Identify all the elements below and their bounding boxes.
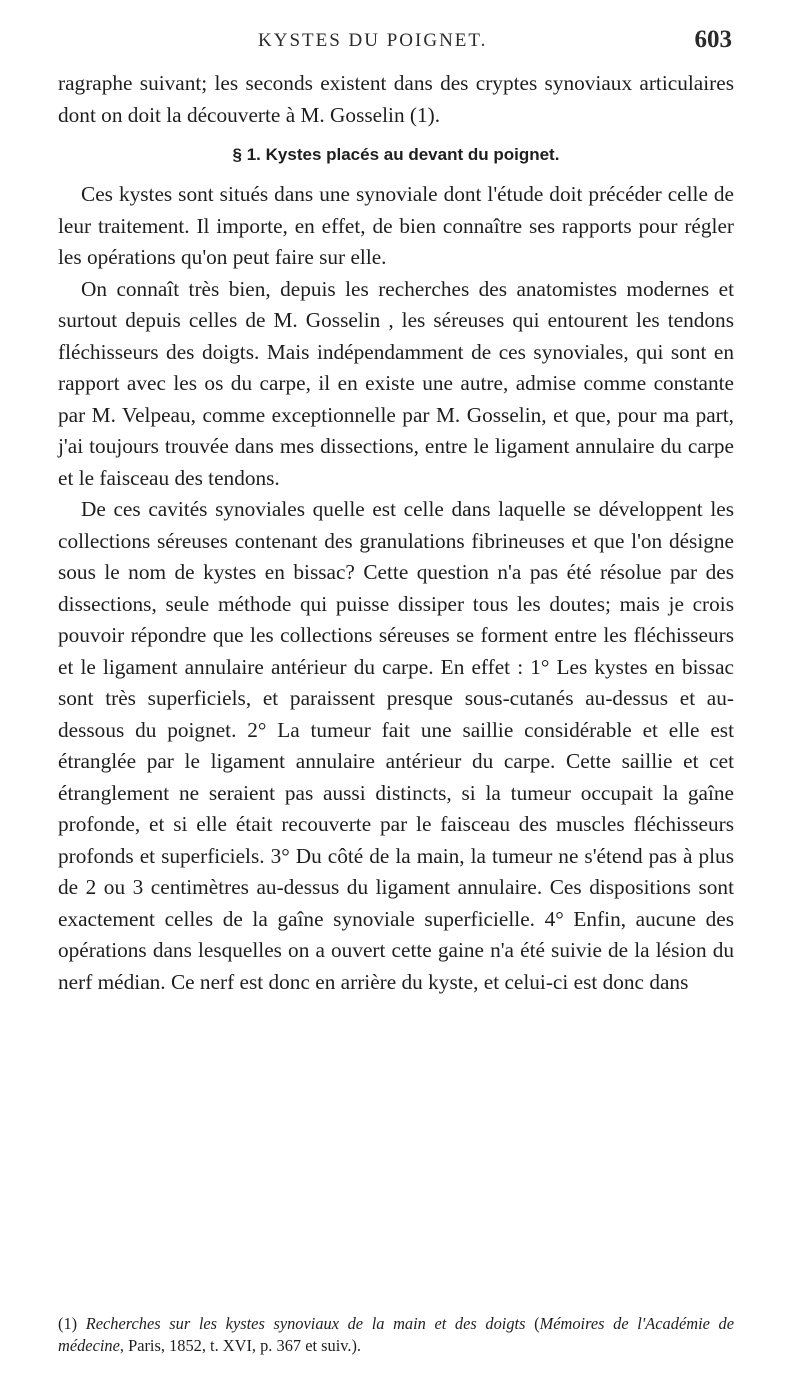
paragraph-argument: De ces cavités synoviales quelle est celle dans laquelle se développent les collections séreuses contenant des granulations fibrineuses et que l'on désigne sous le nom de kystes en bissac? Cette question n'a pas été résolue par des dissections, seule méthode qui puisse dissiper tous les doutes; mais je crois pouvoir répondre que les collections séreuses se forment entre les fléchisseurs et le ligament annulaire antérieur du carpe. En effet : 1° Les kystes en bissac sont très superficiels, et paraissent presque sous-cutanés au-dessus et au-dessous du poignet. 2° La tumeur fait une saillie considérable et elle est étranglée par le ligament annulaire antérieur du carpe. Cette saillie et cet étranglement ne seraient pas aussi distincts, si la tumeur occupait la gaîne profonde, et si elle était recouverte par le faisceau des muscles fléchisseurs profonds et superficiels. 3° Du côté de la main, la tumeur ne s'étend pas à plus de 2 ou 3 centimètres au-dessus du ligament annulaire. Ces dispositions sont exactement celles de la gaîne synoviale superficielle. 4° Enfin, aucune des opérations dans lesquelles on a ouvert cette gaine n'a été suivie de la lésion du nerf médian. Ce nerf est donc en arrière du kyste, et celui-ci est donc dans <box>58 497 734 994</box>
section-title: Kystes placés au devant du poignet. <box>265 145 560 164</box>
section-heading <box>58 131 734 179</box>
footnote-journal: Mémoires de l'Académie de médecine <box>58 1314 734 1355</box>
footnote-number: (1) <box>58 1314 86 1333</box>
page-number: 603 <box>694 26 732 53</box>
body-text <box>58 68 734 998</box>
running-head <box>112 26 732 56</box>
footnote-title: Recherches sur les kystes synoviaux de la main et des doigts <box>85 1314 526 1333</box>
running-title: KYSTES DU POIGNET. <box>258 30 488 51</box>
section-number: § 1. <box>232 145 261 164</box>
footnote-paren: ( <box>525 1314 540 1333</box>
paragraph-anatomy: On connaît très bien, depuis les recherches des anatomistes modernes et surtout depuis celles de M. Gosselin , les séreuses qui entourent les tendons fléchisseurs des doigts. Mais indépendamment de ces synoviales, qui sont en rapport avec les os du carpe, il en existe une autre, admise comme constante par M. Velpeau, comme exceptionnelle par M. Gosselin, et que, pour ma part, j'ai toujours trouvée dans mes dissections, entre le ligament annulaire du carpe et le faisceau des tendons. <box>58 276 734 490</box>
paragraph-intro: Ces kystes sont situés dans une synoviale dont l'étude doit précéder celle de leur traitement. Il importe, en effet, de bien connaître ses rapports pour régler les opérations qu'on peut faire sur elle. <box>58 182 734 269</box>
footnote-reference: , Paris, 1852, t. XVI, p. 367 et suiv.). <box>119 1336 362 1355</box>
footnote <box>58 1313 734 1357</box>
paragraph-continuation: ragraphe suivant; les seconds existent dans des cryptes synoviaux articulaires dont on doit la découverte à M. Gosselin (1). <box>58 71 734 127</box>
